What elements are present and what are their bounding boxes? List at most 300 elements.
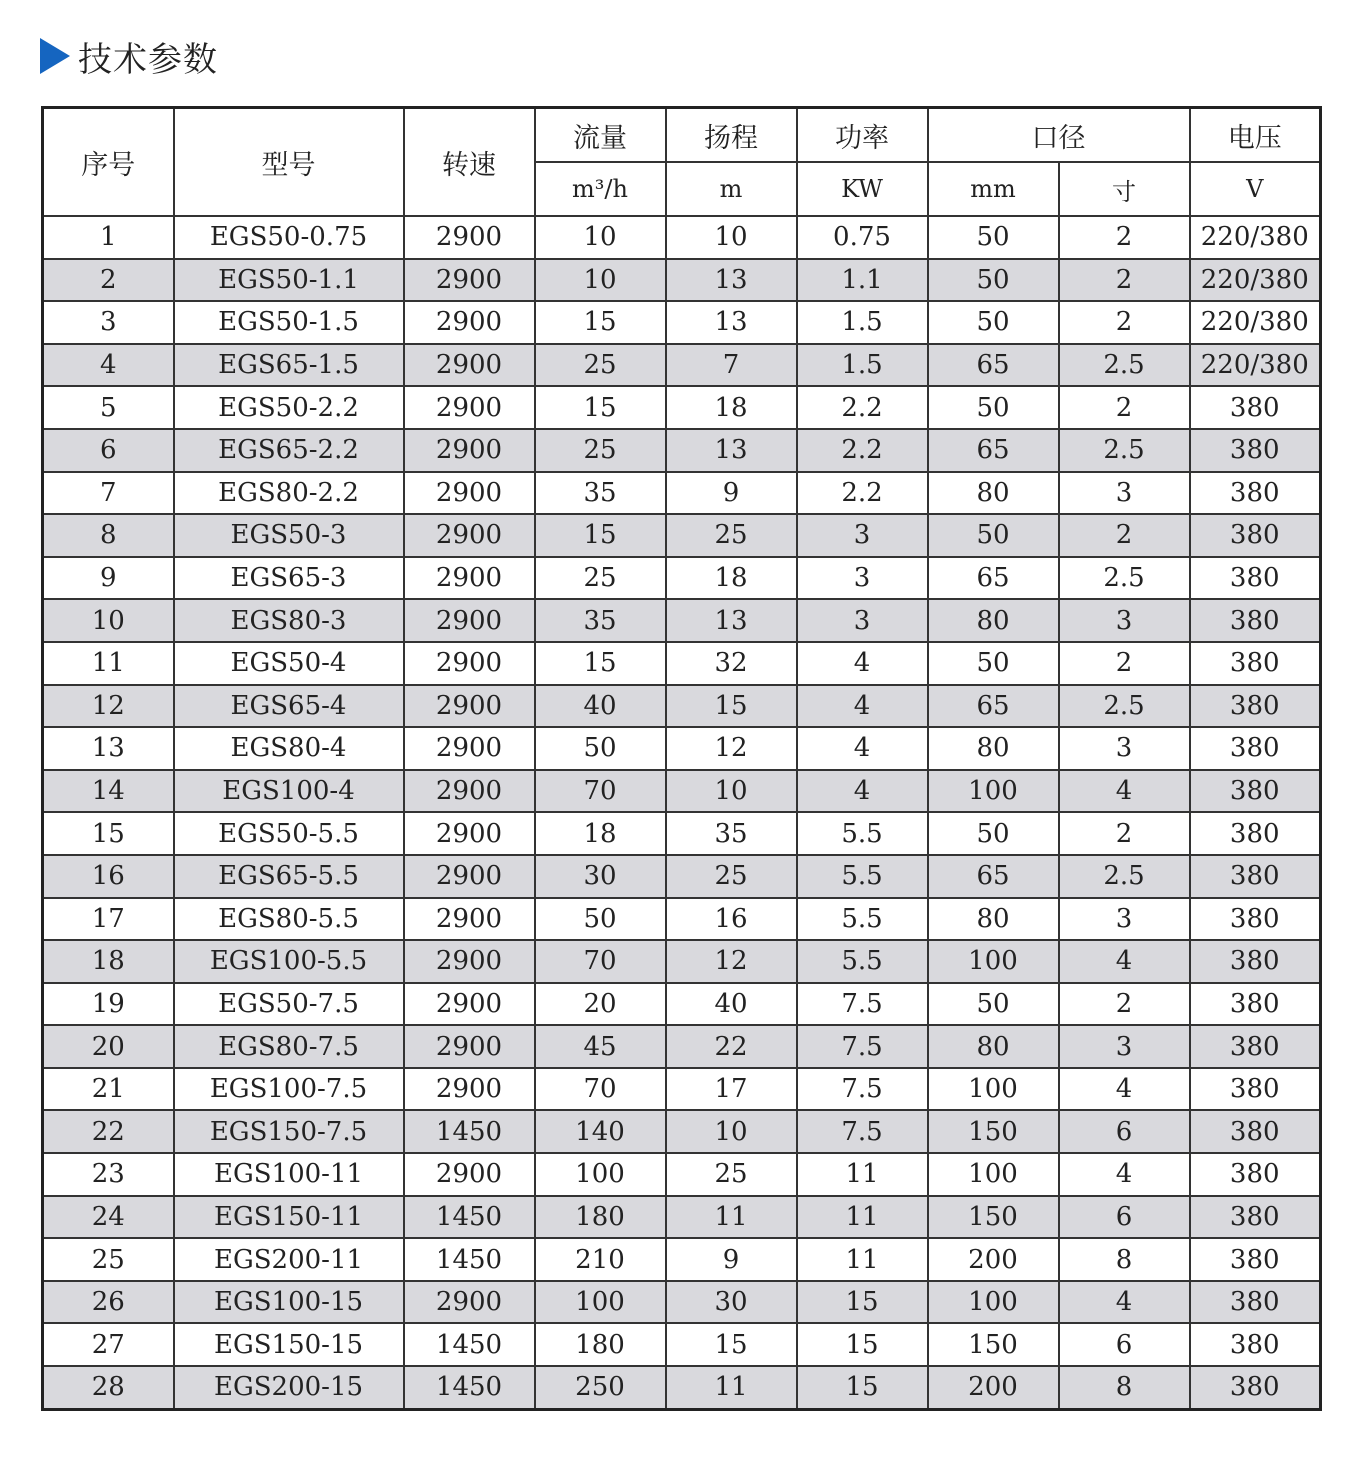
seq-cell: 24 [43, 1196, 174, 1239]
caliber-inch-cell: 6 [1059, 1196, 1190, 1239]
voltage-cell: 380 [1190, 472, 1321, 515]
seq-cell: 9 [43, 557, 174, 600]
model-cell: EGS80-7.5 [174, 1025, 404, 1068]
seq-cell: 12 [43, 685, 174, 728]
seq-cell: 25 [43, 1238, 174, 1281]
power-cell: 7.5 [797, 983, 928, 1026]
seq-cell: 1 [43, 216, 174, 259]
unit-flow: m³/h [535, 162, 666, 216]
table-row [43, 770, 1321, 813]
power-cell: 11 [797, 1196, 928, 1239]
model-cell: EGS100-5.5 [174, 940, 404, 983]
model-cell: EGS65-3 [174, 557, 404, 600]
power-cell: 3 [797, 557, 928, 600]
speed-cell: 2900 [404, 812, 535, 855]
caliber-inch-cell: 3 [1059, 472, 1190, 515]
caliber-mm-cell: 65 [928, 344, 1059, 387]
power-cell: 11 [797, 1238, 928, 1281]
seq-cell: 7 [43, 472, 174, 515]
seq-cell: 11 [43, 642, 174, 685]
power-cell: 2.2 [797, 386, 928, 429]
flow-cell: 20 [535, 983, 666, 1026]
caliber-inch-cell: 2 [1059, 301, 1190, 344]
flow-cell: 180 [535, 1196, 666, 1239]
caliber-inch-cell: 2 [1059, 259, 1190, 302]
voltage-cell: 380 [1190, 1366, 1321, 1409]
caliber-mm-cell: 65 [928, 429, 1059, 472]
head-cell: 35 [666, 812, 797, 855]
caliber-mm-cell: 100 [928, 770, 1059, 813]
power-cell: 1.1 [797, 259, 928, 302]
voltage-cell: 380 [1190, 1281, 1321, 1324]
voltage-cell: 380 [1190, 1238, 1321, 1281]
seq-cell: 6 [43, 429, 174, 472]
model-cell: EGS50-0.75 [174, 216, 404, 259]
flow-cell: 35 [535, 599, 666, 642]
caliber-mm-cell: 80 [928, 898, 1059, 941]
flow-cell: 25 [535, 344, 666, 387]
speed-cell: 2900 [404, 514, 535, 557]
seq-cell: 15 [43, 812, 174, 855]
table-row [43, 1025, 1321, 1068]
power-cell: 5.5 [797, 812, 928, 855]
flow-cell: 15 [535, 514, 666, 557]
technical-parameters-table [41, 106, 1322, 1411]
voltage-cell: 380 [1190, 1110, 1321, 1153]
table-row [43, 855, 1321, 898]
model-cell: EGS50-5.5 [174, 812, 404, 855]
caliber-mm-cell: 50 [928, 983, 1059, 1026]
model-cell: EGS150-7.5 [174, 1110, 404, 1153]
power-cell: 0.75 [797, 216, 928, 259]
caliber-mm-cell: 150 [928, 1196, 1059, 1239]
flow-cell: 30 [535, 855, 666, 898]
flow-cell: 50 [535, 727, 666, 770]
power-cell: 15 [797, 1281, 928, 1324]
power-cell: 5.5 [797, 855, 928, 898]
caliber-mm-cell: 100 [928, 1068, 1059, 1111]
power-cell: 2.2 [797, 472, 928, 515]
power-cell: 1.5 [797, 344, 928, 387]
caliber-inch-cell: 4 [1059, 1281, 1190, 1324]
header-power: 功率 [797, 108, 928, 163]
power-cell: 4 [797, 642, 928, 685]
power-cell: 15 [797, 1366, 928, 1409]
flow-cell: 15 [535, 386, 666, 429]
caliber-mm-cell: 50 [928, 259, 1059, 302]
power-cell: 1.5 [797, 301, 928, 344]
speed-cell: 2900 [404, 472, 535, 515]
caliber-mm-cell: 150 [928, 1110, 1059, 1153]
speed-cell: 2900 [404, 642, 535, 685]
power-cell: 5.5 [797, 898, 928, 941]
caliber-mm-cell: 80 [928, 1025, 1059, 1068]
voltage-cell: 380 [1190, 855, 1321, 898]
speed-cell: 1450 [404, 1196, 535, 1239]
caliber-inch-cell: 2 [1059, 514, 1190, 557]
flow-cell: 180 [535, 1323, 666, 1366]
flow-cell: 18 [535, 812, 666, 855]
model-cell: EGS50-1.1 [174, 259, 404, 302]
header-model: 型号 [174, 108, 404, 217]
voltage-cell: 380 [1190, 1025, 1321, 1068]
table-row [43, 685, 1321, 728]
speed-cell: 2900 [404, 557, 535, 600]
caliber-inch-cell: 3 [1059, 1025, 1190, 1068]
voltage-cell: 380 [1190, 386, 1321, 429]
head-cell: 40 [666, 983, 797, 1026]
model-cell: EGS200-11 [174, 1238, 404, 1281]
head-cell: 17 [666, 1068, 797, 1111]
head-cell: 13 [666, 259, 797, 302]
seq-cell: 8 [43, 514, 174, 557]
caliber-mm-cell: 100 [928, 1153, 1059, 1196]
caliber-mm-cell: 50 [928, 514, 1059, 557]
voltage-cell: 380 [1190, 727, 1321, 770]
seq-cell: 27 [43, 1323, 174, 1366]
unit-power: KW [797, 162, 928, 216]
seq-cell: 13 [43, 727, 174, 770]
speed-cell: 1450 [404, 1323, 535, 1366]
head-cell: 25 [666, 855, 797, 898]
head-cell: 25 [666, 1153, 797, 1196]
caliber-mm-cell: 200 [928, 1238, 1059, 1281]
header-head: 扬程 [666, 108, 797, 163]
model-cell: EGS80-5.5 [174, 898, 404, 941]
table-row [43, 1323, 1321, 1366]
seq-cell: 2 [43, 259, 174, 302]
flow-cell: 40 [535, 685, 666, 728]
model-cell: EGS65-2.2 [174, 429, 404, 472]
caliber-inch-cell: 4 [1059, 940, 1190, 983]
power-cell: 4 [797, 685, 928, 728]
caliber-mm-cell: 50 [928, 301, 1059, 344]
voltage-cell: 380 [1190, 1068, 1321, 1111]
model-cell: EGS100-4 [174, 770, 404, 813]
flow-cell: 10 [535, 216, 666, 259]
section-title [40, 30, 218, 82]
voltage-cell: 380 [1190, 599, 1321, 642]
voltage-cell: 380 [1190, 1153, 1321, 1196]
caliber-mm-cell: 200 [928, 1366, 1059, 1409]
power-cell: 3 [797, 599, 928, 642]
head-cell: 25 [666, 514, 797, 557]
voltage-cell: 380 [1190, 812, 1321, 855]
speed-cell: 2900 [404, 599, 535, 642]
voltage-cell: 220/380 [1190, 259, 1321, 302]
caliber-inch-cell: 3 [1059, 599, 1190, 642]
table-row [43, 1366, 1321, 1409]
head-cell: 12 [666, 940, 797, 983]
speed-cell: 2900 [404, 940, 535, 983]
caliber-mm-cell: 80 [928, 727, 1059, 770]
caliber-inch-cell: 6 [1059, 1323, 1190, 1366]
flow-cell: 35 [535, 472, 666, 515]
caliber-mm-cell: 80 [928, 472, 1059, 515]
voltage-cell: 220/380 [1190, 344, 1321, 387]
caliber-inch-cell: 6 [1059, 1110, 1190, 1153]
head-cell: 32 [666, 642, 797, 685]
model-cell: EGS100-7.5 [174, 1068, 404, 1111]
table-body [43, 216, 1321, 1409]
seq-cell: 10 [43, 599, 174, 642]
caliber-mm-cell: 50 [928, 642, 1059, 685]
seq-cell: 5 [43, 386, 174, 429]
caliber-mm-cell: 50 [928, 216, 1059, 259]
caliber-mm-cell: 100 [928, 940, 1059, 983]
model-cell: EGS80-3 [174, 599, 404, 642]
power-cell: 4 [797, 727, 928, 770]
head-cell: 16 [666, 898, 797, 941]
head-cell: 13 [666, 301, 797, 344]
model-cell: EGS65-5.5 [174, 855, 404, 898]
flow-cell: 50 [535, 898, 666, 941]
table-row [43, 898, 1321, 941]
table-row [43, 1110, 1321, 1153]
voltage-cell: 380 [1190, 940, 1321, 983]
speed-cell: 1450 [404, 1238, 535, 1281]
model-cell: EGS50-2.2 [174, 386, 404, 429]
table-row [43, 216, 1321, 259]
seq-cell: 28 [43, 1366, 174, 1409]
flow-cell: 100 [535, 1153, 666, 1196]
header-seq: 序号 [43, 108, 174, 217]
speed-cell: 1450 [404, 1366, 535, 1409]
power-cell: 11 [797, 1153, 928, 1196]
head-cell: 11 [666, 1366, 797, 1409]
speed-cell: 2900 [404, 898, 535, 941]
model-cell: EGS80-4 [174, 727, 404, 770]
table-row [43, 1281, 1321, 1324]
table-row [43, 599, 1321, 642]
caliber-mm-cell: 50 [928, 386, 1059, 429]
power-cell: 2.2 [797, 429, 928, 472]
power-cell: 7.5 [797, 1068, 928, 1111]
voltage-cell: 380 [1190, 983, 1321, 1026]
caliber-inch-cell: 4 [1059, 1068, 1190, 1111]
seq-cell: 3 [43, 301, 174, 344]
table-row [43, 983, 1321, 1026]
table-row [43, 557, 1321, 600]
caliber-inch-cell: 2 [1059, 812, 1190, 855]
flow-cell: 25 [535, 429, 666, 472]
power-cell: 4 [797, 770, 928, 813]
table-row [43, 386, 1321, 429]
head-cell: 18 [666, 557, 797, 600]
model-cell: EGS100-11 [174, 1153, 404, 1196]
speed-cell: 1450 [404, 1110, 535, 1153]
seq-cell: 16 [43, 855, 174, 898]
speed-cell: 2900 [404, 1153, 535, 1196]
model-cell: EGS50-4 [174, 642, 404, 685]
speed-cell: 2900 [404, 727, 535, 770]
head-cell: 13 [666, 599, 797, 642]
speed-cell: 2900 [404, 386, 535, 429]
table-row [43, 259, 1321, 302]
triangle-bullet-icon [40, 38, 70, 74]
head-cell: 15 [666, 1323, 797, 1366]
table-row [43, 1068, 1321, 1111]
head-cell: 10 [666, 1110, 797, 1153]
caliber-inch-cell: 4 [1059, 1153, 1190, 1196]
flow-cell: 45 [535, 1025, 666, 1068]
power-cell: 3 [797, 514, 928, 557]
speed-cell: 2900 [404, 1068, 535, 1111]
head-cell: 18 [666, 386, 797, 429]
unit-caliber-inch: 寸 [1059, 162, 1190, 216]
caliber-mm-cell: 100 [928, 1281, 1059, 1324]
voltage-cell: 220/380 [1190, 301, 1321, 344]
voltage-cell: 380 [1190, 770, 1321, 813]
table-row [43, 514, 1321, 557]
flow-cell: 70 [535, 770, 666, 813]
flow-cell: 25 [535, 557, 666, 600]
head-cell: 7 [666, 344, 797, 387]
table-row [43, 301, 1321, 344]
table-row [43, 940, 1321, 983]
head-cell: 9 [666, 1238, 797, 1281]
voltage-cell: 380 [1190, 1196, 1321, 1239]
section-title-text: 技术参数 [78, 39, 218, 80]
head-cell: 30 [666, 1281, 797, 1324]
caliber-inch-cell: 8 [1059, 1366, 1190, 1409]
head-cell: 15 [666, 685, 797, 728]
model-cell: EGS150-11 [174, 1196, 404, 1239]
power-cell: 5.5 [797, 940, 928, 983]
model-cell: EGS150-15 [174, 1323, 404, 1366]
seq-cell: 20 [43, 1025, 174, 1068]
caliber-inch-cell: 2.5 [1059, 557, 1190, 600]
model-cell: EGS65-4 [174, 685, 404, 728]
head-cell: 13 [666, 429, 797, 472]
seq-cell: 26 [43, 1281, 174, 1324]
head-cell: 10 [666, 770, 797, 813]
caliber-inch-cell: 2 [1059, 216, 1190, 259]
speed-cell: 2900 [404, 259, 535, 302]
voltage-cell: 380 [1190, 429, 1321, 472]
caliber-inch-cell: 8 [1059, 1238, 1190, 1281]
caliber-inch-cell: 2.5 [1059, 685, 1190, 728]
flow-cell: 15 [535, 301, 666, 344]
caliber-inch-cell: 2 [1059, 386, 1190, 429]
head-cell: 12 [666, 727, 797, 770]
power-cell: 7.5 [797, 1025, 928, 1068]
model-cell: EGS80-2.2 [174, 472, 404, 515]
caliber-mm-cell: 150 [928, 1323, 1059, 1366]
seq-cell: 14 [43, 770, 174, 813]
speed-cell: 2900 [404, 855, 535, 898]
model-cell: EGS50-1.5 [174, 301, 404, 344]
unit-head: m [666, 162, 797, 216]
voltage-cell: 380 [1190, 557, 1321, 600]
table-row [43, 727, 1321, 770]
speed-cell: 2900 [404, 216, 535, 259]
table-row [43, 642, 1321, 685]
caliber-mm-cell: 65 [928, 685, 1059, 728]
model-cell: EGS200-15 [174, 1366, 404, 1409]
model-cell: EGS65-1.5 [174, 344, 404, 387]
flow-cell: 70 [535, 1068, 666, 1111]
table-row [43, 1196, 1321, 1239]
seq-cell: 19 [43, 983, 174, 1026]
table-row [43, 1238, 1321, 1281]
caliber-mm-cell: 80 [928, 599, 1059, 642]
seq-cell: 17 [43, 898, 174, 941]
voltage-cell: 380 [1190, 514, 1321, 557]
head-cell: 22 [666, 1025, 797, 1068]
speed-cell: 2900 [404, 1281, 535, 1324]
header-voltage: 电压 [1190, 108, 1321, 163]
flow-cell: 140 [535, 1110, 666, 1153]
flow-cell: 250 [535, 1366, 666, 1409]
caliber-inch-cell: 3 [1059, 727, 1190, 770]
seq-cell: 23 [43, 1153, 174, 1196]
table-row [43, 1153, 1321, 1196]
head-cell: 10 [666, 216, 797, 259]
speed-cell: 2900 [404, 301, 535, 344]
seq-cell: 21 [43, 1068, 174, 1111]
seq-cell: 4 [43, 344, 174, 387]
voltage-cell: 220/380 [1190, 216, 1321, 259]
caliber-inch-cell: 4 [1059, 770, 1190, 813]
head-cell: 9 [666, 472, 797, 515]
model-cell: EGS50-7.5 [174, 983, 404, 1026]
unit-caliber-mm: mm [928, 162, 1059, 216]
voltage-cell: 380 [1190, 898, 1321, 941]
speed-cell: 2900 [404, 344, 535, 387]
model-cell: EGS50-3 [174, 514, 404, 557]
power-cell: 7.5 [797, 1110, 928, 1153]
caliber-inch-cell: 2.5 [1059, 855, 1190, 898]
caliber-inch-cell: 2 [1059, 642, 1190, 685]
caliber-inch-cell: 2 [1059, 983, 1190, 1026]
voltage-cell: 380 [1190, 1323, 1321, 1366]
caliber-mm-cell: 50 [928, 812, 1059, 855]
speed-cell: 2900 [404, 1025, 535, 1068]
speed-cell: 2900 [404, 685, 535, 728]
caliber-inch-cell: 3 [1059, 898, 1190, 941]
flow-cell: 70 [535, 940, 666, 983]
caliber-inch-cell: 2.5 [1059, 429, 1190, 472]
speed-cell: 2900 [404, 429, 535, 472]
caliber-inch-cell: 2.5 [1059, 344, 1190, 387]
head-cell: 11 [666, 1196, 797, 1239]
voltage-cell: 380 [1190, 685, 1321, 728]
table-row [43, 429, 1321, 472]
header-caliber: 口径 [928, 108, 1190, 163]
header-flow: 流量 [535, 108, 666, 163]
table-row [43, 472, 1321, 515]
flow-cell: 10 [535, 259, 666, 302]
seq-cell: 18 [43, 940, 174, 983]
unit-voltage: V [1190, 162, 1321, 216]
seq-cell: 22 [43, 1110, 174, 1153]
speed-cell: 2900 [404, 770, 535, 813]
flow-cell: 15 [535, 642, 666, 685]
flow-cell: 210 [535, 1238, 666, 1281]
power-cell: 15 [797, 1323, 928, 1366]
header-speed: 转速 [404, 108, 535, 217]
table-row [43, 812, 1321, 855]
speed-cell: 2900 [404, 983, 535, 1026]
flow-cell: 100 [535, 1281, 666, 1324]
table-row [43, 344, 1321, 387]
caliber-mm-cell: 65 [928, 855, 1059, 898]
header-row [43, 108, 1321, 163]
voltage-cell: 380 [1190, 642, 1321, 685]
caliber-mm-cell: 65 [928, 557, 1059, 600]
model-cell: EGS100-15 [174, 1281, 404, 1324]
